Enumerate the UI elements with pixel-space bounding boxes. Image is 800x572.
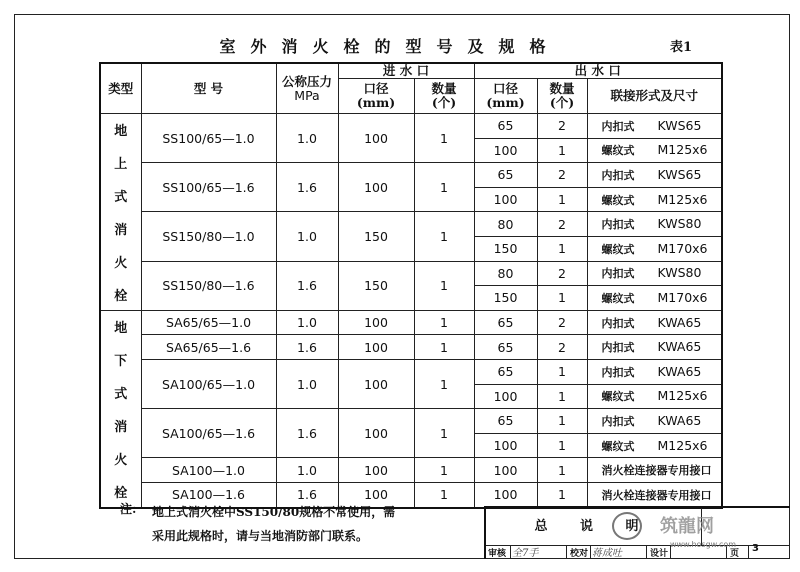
header-outlet-diameter: 口径 (mm) [474,79,537,114]
outlet-diameter-cell: 65 [474,335,537,360]
pressure-cell: 1.0 [276,458,338,483]
header-inlet-diameter: 口径 (mm) [338,79,414,114]
inlet-diameter-cell: 100 [338,458,414,483]
connection-size: KWS65 [657,117,702,133]
review-label: 审核 [488,549,507,559]
inlet-diameter-cell: 150 [338,261,414,310]
group-label-char: 消 [114,419,128,435]
outlet-qty-cell: 1 [537,187,587,212]
model-cell: SA100/65—1.6 [141,409,276,458]
header-outlet: 出 水 口 [474,63,722,79]
outlet-diameter-cell: 65 [474,310,537,335]
outlet-qty-cell: 2 [537,212,587,237]
connection-cell [587,236,722,261]
group-label-char: 栓 [114,288,128,304]
connection-type: 内扣式 [601,168,635,182]
inlet-qty-cell: 1 [414,163,474,212]
connection-size: KWA65 [657,412,702,428]
table-number: 表1 [670,40,693,55]
connection-type: 螺纹式 [601,193,635,207]
title-block-name: 总 说 明 [534,519,653,534]
outlet-qty-cell: 1 [537,384,587,409]
outlet-qty-cell: 1 [537,482,587,507]
model-cell: SS100/65—1.6 [141,163,276,212]
inlet-qty-cell: 1 [414,359,474,408]
table-row [100,212,722,237]
group-label-char: 式 [114,189,128,205]
outlet-qty-cell: 2 [537,163,587,188]
inlet-qty-cell: 1 [414,212,474,261]
inlet-diameter-cell: 100 [338,114,414,163]
connection-size: KWS80 [657,216,702,232]
connection-cell [587,138,722,163]
table-row [100,163,722,188]
inlet-qty-cell: 1 [414,409,474,458]
watermark: 筑龍网 [660,516,714,537]
model-cell: SA100—1.0 [141,458,276,483]
outlet-qty-cell: 1 [537,458,587,483]
connection-type: 内扣式 [601,365,635,379]
connection-type: 螺纹式 [601,144,635,158]
header-pressure: 公称压力 MPa [276,63,338,114]
outlet-diameter-cell: 150 [474,236,537,261]
group-label-char: 下 [114,353,128,369]
connection-cell [587,335,722,360]
connection-size: KWS80 [657,265,702,281]
connection-cell: 消火栓连接器专用接口 [587,458,722,483]
table-row [100,458,722,483]
watermark-logo-icon [612,512,642,540]
connection-cell [587,433,722,458]
outlet-diameter-cell: 80 [474,261,537,286]
inlet-qty-cell: 1 [414,458,474,483]
header-outlet-qty: 数量 (个) [537,79,587,114]
header-inlet-qty: 数量 (个) [414,79,474,114]
pressure-cell: 1.6 [276,482,338,507]
connection-size: M125x6 [657,437,708,453]
table-row [100,310,722,335]
inlet-qty-cell: 1 [414,335,474,360]
check-signature: 蒋成吐 [592,548,622,559]
connection-cell: 消火栓连接器专用接口 [587,482,722,507]
model-cell: SA65/65—1.0 [141,310,276,335]
table-row [100,359,722,384]
outlet-diameter-cell: 100 [474,138,537,163]
connection-cell [587,212,722,237]
outlet-diameter-cell: 65 [474,409,537,434]
connection-type: 内扣式 [601,341,635,355]
connection-cell [587,261,722,286]
page-number: 3 [752,543,759,554]
outlet-diameter-cell: 80 [474,212,537,237]
group-label-char: 地 [114,123,128,139]
inlet-diameter-cell: 150 [338,212,414,261]
outlet-qty-cell: 2 [537,114,587,139]
outlet-qty-cell: 1 [537,409,587,434]
connection-size: KWS65 [657,166,702,182]
pressure-cell: 1.0 [276,310,338,335]
group-label [100,114,141,311]
group-label-char: 栓 [114,485,128,501]
connection-cell [587,114,722,139]
review-signature: 全7手 [512,548,539,559]
outlet-qty-cell: 1 [537,359,587,384]
outlet-diameter-cell: 65 [474,114,537,139]
outlet-diameter-cell: 65 [474,359,537,384]
group-label-char: 式 [114,386,128,402]
header-model: 型 号 [141,63,276,114]
outlet-qty-cell: 1 [537,138,587,163]
connection-type: 螺纹式 [601,242,635,256]
outlet-qty-cell: 1 [537,286,587,311]
connection-cell [587,310,722,335]
table-row [100,261,722,286]
page-label: 页 [730,549,740,559]
inlet-diameter-cell: 100 [338,482,414,507]
connection-cell [587,187,722,212]
table-row [100,114,722,139]
outlet-diameter-cell: 100 [474,433,537,458]
header-inlet: 进 水 口 [338,63,474,79]
spec-table [99,62,723,509]
inlet-diameter-cell: 100 [338,409,414,458]
connection-type: 螺纹式 [601,439,635,453]
connection-type: 内扣式 [601,316,635,330]
inlet-qty-cell: 1 [414,310,474,335]
group-label-char: 上 [114,156,128,172]
table-row [100,335,722,360]
model-cell: SS150/80—1.6 [141,261,276,310]
model-cell: SS100/65—1.0 [141,114,276,163]
outlet-diameter-cell: 65 [474,163,537,188]
outlet-diameter-cell: 100 [474,458,537,483]
connection-size: M170x6 [657,240,708,256]
connection-size: KWA65 [657,339,702,355]
pressure-cell: 1.0 [276,114,338,163]
header-connection: 联接形式及尺寸 [587,79,722,114]
outlet-diameter-cell: 100 [474,482,537,507]
model-cell: SA100/65—1.0 [141,359,276,408]
outlet-qty-cell: 2 [537,261,587,286]
connection-size: M125x6 [657,142,708,158]
group-label [100,310,141,507]
inlet-qty-cell: 1 [414,482,474,507]
check-label: 校对 [570,549,589,559]
connection-cell [587,359,722,384]
connection-cell [587,409,722,434]
connection-cell [587,286,722,311]
header-type: 类型 [100,63,141,114]
design-label: 设计 [650,549,669,559]
page-title: 室外消火栓的型号及规格 [219,37,561,56]
group-label-char: 火 [114,452,128,468]
inlet-diameter-cell: 100 [338,335,414,360]
connection-size: KWA65 [657,314,702,330]
connection-type: 内扣式 [601,119,635,133]
outlet-diameter-cell: 100 [474,384,537,409]
connection-type: 内扣式 [601,218,635,232]
connection-type: 螺纹式 [601,291,635,305]
pressure-cell: 1.0 [276,359,338,408]
pressure-cell: 1.6 [276,409,338,458]
group-label-char: 火 [114,255,128,271]
connection-size: KWA65 [657,363,702,379]
model-cell: SA100—1.6 [141,482,276,507]
outlet-diameter-cell: 100 [474,187,537,212]
inlet-qty-cell: 1 [414,261,474,310]
inlet-diameter-cell: 100 [338,163,414,212]
outlet-qty-cell: 2 [537,310,587,335]
connection-cell [587,384,722,409]
connection-size: M170x6 [657,289,708,305]
connection-type: 内扣式 [601,414,635,428]
note-text: 地上式消火栓中SS150/80规格不常使用，需 采用此规格时，请与当地消防部门联系。 [152,505,396,543]
connection-type: 螺纹式 [601,390,635,404]
connection-size: M125x6 [657,388,708,404]
connection-cell [587,163,722,188]
inlet-diameter-cell: 100 [338,359,414,408]
group-label-char: 地 [114,320,128,336]
model-cell: SA65/65—1.6 [141,335,276,360]
inlet-diameter-cell: 100 [338,310,414,335]
outlet-qty-cell: 2 [537,335,587,360]
pressure-cell: 1.0 [276,212,338,261]
inlet-qty-cell: 1 [414,114,474,163]
pressure-cell: 1.6 [276,335,338,360]
note-label: 注: [120,502,137,516]
outlet-diameter-cell: 150 [474,286,537,311]
pressure-cell: 1.6 [276,163,338,212]
outlet-qty-cell: 1 [537,236,587,261]
connection-type: 内扣式 [601,267,635,281]
group-label-char: 消 [114,222,128,238]
connection-size: M125x6 [657,191,708,207]
model-cell: SS150/80—1.0 [141,212,276,261]
watermark-url: www.hosgw.com [670,540,737,549]
pressure-cell: 1.6 [276,261,338,310]
table-row [100,409,722,434]
outlet-qty-cell: 1 [537,433,587,458]
